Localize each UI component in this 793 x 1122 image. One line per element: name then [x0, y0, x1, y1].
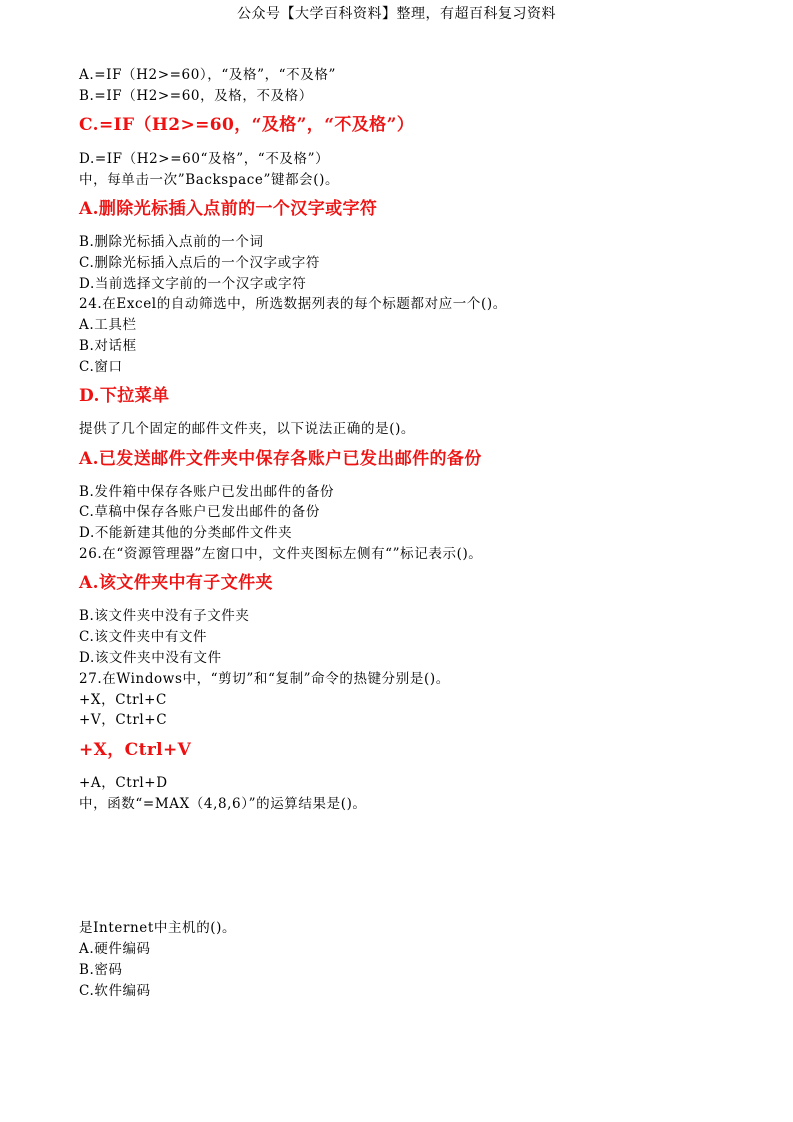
answer-line: A.删除光标插入点前的一个汉字或字符 — [79, 199, 378, 219]
answer-line: A.已发送邮件文件夹中保存各账户已发出邮件的备份 — [79, 449, 482, 469]
option-line: +A，Ctrl+D — [79, 775, 168, 791]
option-line: B.删除光标插入点前的一个词 — [79, 234, 264, 250]
answer-line: C.=IF（H2>=60，“及格”，“不及格”） — [79, 115, 415, 135]
question-line: 26.在“资源管理器”左窗口中，文件夹图标左侧有“”标记表示()。 — [79, 546, 483, 562]
page-header: 公众号【大学百科资料】整理，有超百科复习资料 — [237, 6, 556, 22]
option-line: A.硬件编码 — [79, 941, 151, 957]
option-line: B.密码 — [79, 962, 123, 978]
answer-line: D.下拉菜单 — [79, 386, 170, 406]
option-line: B.=IF（H2>=60，及格，不及格） — [79, 88, 313, 104]
option-line: +X，Ctrl+C — [79, 692, 167, 708]
option-line: C.草稿中保存各账户已发出邮件的备份 — [79, 504, 320, 520]
option-line: B.对话框 — [79, 338, 137, 354]
option-line: +V，Ctrl+C — [79, 712, 168, 728]
answer-line: A.该文件夹中有子文件夹 — [79, 573, 273, 593]
answer-line: +X，Ctrl+V — [79, 740, 192, 760]
option-line: C.该文件夹中有文件 — [79, 629, 208, 645]
option-line: A.=IF（H2>=60），“及格”，“不及格” — [79, 67, 336, 83]
option-line: D.不能新建其他的分类邮件文件夹 — [79, 525, 293, 541]
option-line: C.软件编码 — [79, 983, 151, 999]
option-line: A.工具栏 — [79, 317, 137, 333]
option-line: C.删除光标插入点后的一个汉字或字符 — [79, 255, 320, 271]
question-line: 27.在Windows中，“剪切”和“复制”命令的热键分别是()。 — [79, 671, 450, 687]
question-line: 是Internet中主机的()。 — [79, 920, 237, 936]
option-line: D.=IF（H2>=60“及格”，“不及格”） — [79, 151, 330, 167]
question-line: 24.在Excel的自动筛选中，所选数据列表的每个标题都对应一个()。 — [79, 296, 507, 312]
option-line: B.发件箱中保存各账户已发出邮件的备份 — [79, 484, 335, 500]
question-line: 提供了几个固定的邮件文件夹，以下说法正确的是()。 — [79, 421, 416, 437]
option-line: B.该文件夹中没有子文件夹 — [79, 608, 250, 624]
option-line: D.当前选择文字前的一个汉字或字符 — [79, 276, 307, 292]
question-line: 中，每单击一次”Backspace”键都会()。 — [79, 172, 340, 188]
option-line: C.窗口 — [79, 359, 123, 375]
question-line: 中，函数“=MAX（4,8,6）”的运算结果是()。 — [79, 796, 367, 812]
option-line: D.该文件夹中没有文件 — [79, 650, 222, 666]
